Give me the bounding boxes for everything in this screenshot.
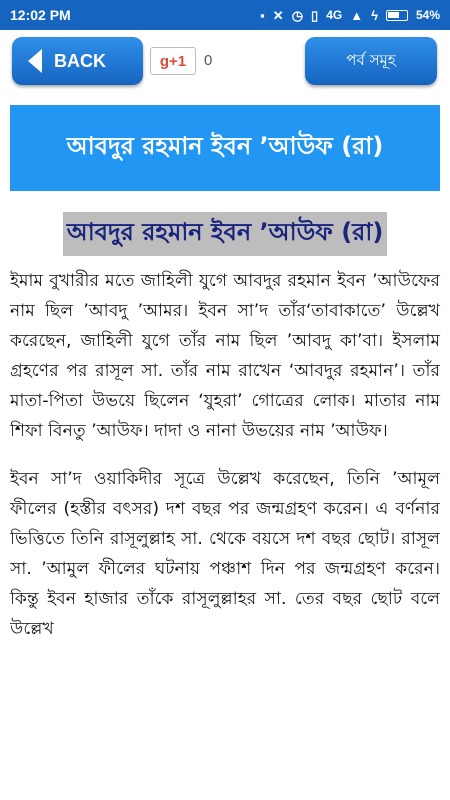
- charging-icon: ϟ: [371, 7, 378, 23]
- article-heading-wrap: [10, 212, 440, 256]
- back-arrow-icon: [28, 49, 42, 73]
- signal-icon: ▲: [350, 7, 364, 23]
- page-title: আবদুর রহমান ইবন ’আউফ (রা): [66, 132, 384, 160]
- battery-percent: 54%: [415, 8, 440, 22]
- chapters-button-label: পর্ব সমূহ: [346, 50, 396, 69]
- alarm-icon: ◷: [291, 7, 304, 23]
- mute-icon: ✕: [272, 7, 284, 23]
- article-paragraph: ইবন সা’দ ওয়াকিদীর সূত্রে উল্লেখ করেছেন, তিনি ’আমূল ফীলের (হস্তীর বৎসর) দশ বছর পর জন্মগ্রহণ করেন। এ বর্ণনার ভিত্তিতে তিনি রাসূলুল্লাহ সা. থেকে বয়সে দশ বছর ছোট। রাসূল সা. ’আমুল ফীলের ঘটনায় পঞ্চাশ দিন পর জন্মগ্রহণ করেন। কিন্তু ইবন হাজার তাঁকে রাসূলুল্লাহর সা. তের বছর ছোট বলে উল্লেখ: [10, 469, 440, 639]
- chapters-button[interactable]: [305, 37, 437, 85]
- notification-icon: ▪: [260, 7, 265, 23]
- back-button-label: BACK: [54, 50, 106, 71]
- toolbar: [0, 30, 450, 95]
- status-icons: [260, 8, 440, 22]
- battery-icon: [386, 10, 408, 21]
- article-heading: আবদুর রহমান ইবন ’আউফ (রা): [63, 212, 388, 256]
- back-button[interactable]: [12, 37, 143, 85]
- vibrate-icon: ▯: [311, 7, 319, 23]
- google-plus-count: 0: [204, 52, 213, 69]
- status-time: 12:02 PM: [10, 7, 71, 23]
- page-title-bar: [10, 105, 440, 191]
- article-content: [10, 212, 440, 662]
- article-paragraph: ইমাম বুখারীর মতে জাহিলী যুগে আবদুর রহমান ইবন ’আউফের নাম ছিল ’আবদু ’আমর। ইবন সা’দ তাঁর‘তাবাকাতে’ উল্লেখ করেছেন, জাহিলী যুগে তাঁর নাম ছিল ’আবদু কা’বা। ইসলাম গ্রহণের পর রাসূল সা. তাঁর নাম রাখেন ‘আবদুর রহমান’। তাঁর মাতা-পিতা উভয়ে ছিলেন ‘যুহরা’ গোত্রের লোক। মাতার নাম শিফা বিনতু ’আউফ। দাদা ও নানা উভয়ের নাম ’আউফ।: [10, 271, 440, 441]
- google-plus-one-button[interactable]: g+1: [150, 47, 196, 75]
- status-bar: [0, 0, 450, 30]
- network-type: 4G: [326, 8, 343, 22]
